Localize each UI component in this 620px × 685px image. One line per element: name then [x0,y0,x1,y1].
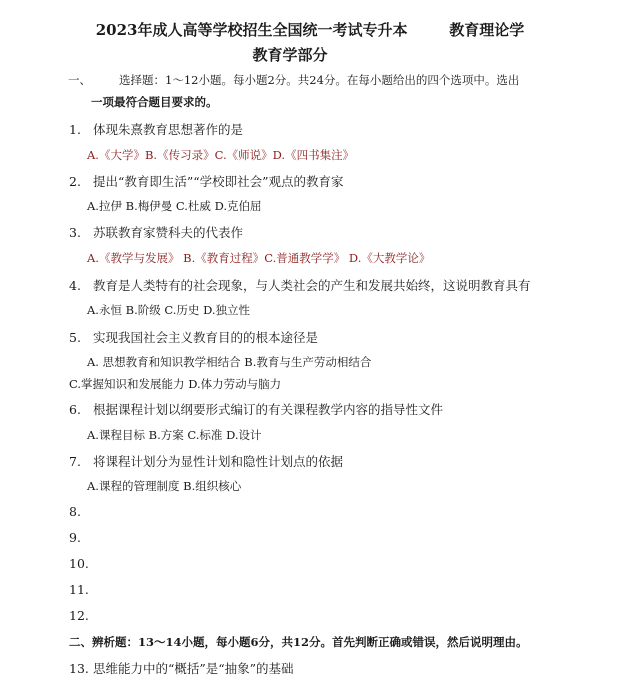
question-text: 实现我国社会主义教育目的的根本途径是 [93,330,319,345]
question-1 [69,120,243,138]
question-number: 5. [69,330,81,345]
question-3 [69,223,243,241]
question-7-options: A.课程的管理制度 B.组织核心 [87,479,242,493]
question-number: 1. [69,122,81,137]
question-9-number: 9. [69,530,81,545]
question-text: 体现朱熹教育思想著作的是 [93,122,244,137]
question-number: 6. [69,402,81,417]
question-3-options: A.《教学与发展》 B.《教育过程》C.普通教学学》 D.《大教学论》 [87,251,431,265]
question-5-options-cont: C.掌握知识和发展能力 D.体力劳动与脑力 [69,377,282,391]
question-number: 4. [69,278,81,293]
question-1-options: A.《大学》B.《传习录》C.《师说》D.《四书集注》 [87,148,355,162]
section1-heading [68,72,519,88]
question-12-number: 12. [69,608,89,623]
question-number: 13. [69,661,89,676]
document-subtitle: 教育学部分 [252,46,328,64]
question-6-options: A.课程目标 B.方案 C.标准 D.设计 [87,428,262,442]
section1-text: 选择题：1～12小题。每小题2分。共24分。在每小题给出的四个选项中。选出 [119,73,520,87]
question-13 [69,659,294,677]
question-text: 将课程计划分为显性计划和隐性计划点的依据 [93,454,344,469]
question-2-options: A.拉伊 B.梅伊曼 C.杜威 D.克伯屈 [87,199,262,213]
question-text: 根据课程计划以纲要形式编订的有关课程教学内容的指导性文件 [93,402,444,417]
question-10-number: 10. [69,556,89,571]
question-number: 2. [69,174,81,189]
section1-number: 一、 [68,73,91,87]
question-4-options: A.永恒 B.阶级 C.历史 D.独立性 [87,303,251,317]
question-text: 提出“教育即生活”“学校即社会”观点的教育家 [93,174,344,189]
question-5-options: A. 思想教育和知识教学相结合 B.教育与生产劳动相结合 [87,355,372,369]
question-text: 思维能力中的“概括”是“抽象”的基础 [93,661,294,676]
question-2 [69,172,344,190]
section2-heading: 二、辨析题：13～14小题，每小题6分，共12分。首先判断正确或错误，然后说明理由。 [69,635,528,649]
question-11-number: 11. [69,582,89,597]
section1-heading-cont: 一项最符合题目要求的。 [91,95,218,109]
question-8-number: 8. [69,504,81,519]
question-number: 3. [69,225,81,240]
question-7 [69,452,343,470]
question-text: 苏联教育家赞科夫的代表作 [93,225,244,240]
question-6 [69,400,443,418]
question-number: 7. [69,454,81,469]
question-4 [69,276,531,294]
document-title: 2023年成人高等学校招生全国统一考试专升本 教育理论学 [95,21,525,39]
question-5 [69,328,318,346]
question-text: 教育是人类特有的社会现象，与人类社会的产生和发展共始终，这说明教育具有 [93,278,531,293]
